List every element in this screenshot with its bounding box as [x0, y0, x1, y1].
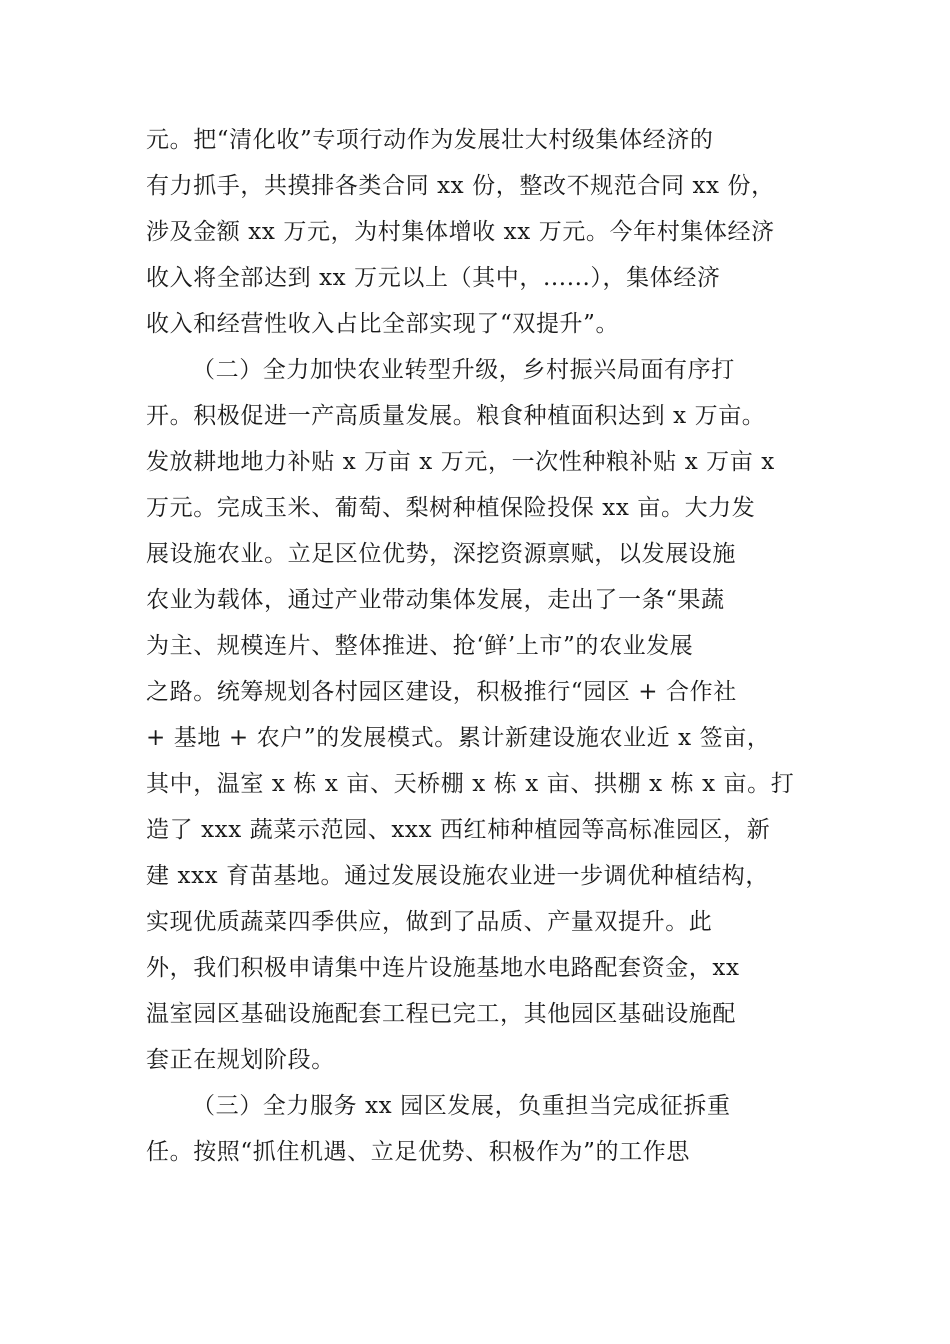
section-heading-2: （二）全力加快农业转型升级，乡村振兴局面有序打 — [192, 357, 735, 383]
text-line: 造了 xxx 蔬菜示范园、xxx 西红柿种植园等高标准园区，新 — [146, 817, 771, 843]
text-line: 涉及金额 xx 万元，为村集体增收 xx 万元。今年村集体经济 — [146, 219, 775, 245]
text-line: 收入将全部达到 xx 万元以上（其中，......），集体经济 — [146, 265, 721, 291]
text-line: 有力抓手，共摸排各类合同 xx 份，整改不规范合同 xx 份， — [146, 173, 775, 199]
text-line: 收入和经营性收入占比全部实现了“双提升”。 — [146, 311, 620, 337]
section-heading-3: （三）全力服务 xx 园区发展，负重担当完成征拆重 — [192, 1093, 731, 1119]
text-line: 为主、规模连片、整体推进、抢‘鲜’上市”的农业发展 — [146, 633, 694, 659]
text-line: 发放耕地地力补贴 x 万亩 x 万元，一次性种粮补贴 x 万亩 x — [146, 449, 775, 475]
text-line: 展设施农业。立足区位优势，深挖资源禀赋，以发展设施 — [146, 541, 736, 567]
text-line: 温室园区基础设施配套工程已完工，其他园区基础设施配 — [146, 1001, 736, 1027]
text-line: 之路。统筹规划各村园区建设，积极推行“园区 + 合作社 — [146, 679, 737, 705]
text-line: 万元。完成玉米、葡萄、梨树种植保险投保 xx 亩。大力发 — [146, 495, 756, 521]
text-line: 元。把“清化收”专项行动作为发展壮大村级集体经济的 — [146, 127, 714, 153]
text-line: 任。按照“抓住机遇、立足优势、积极作为”的工作思 — [146, 1139, 690, 1165]
text-line: 农业为载体，通过产业带动集体发展，走出了一条“果蔬 — [146, 587, 725, 613]
text-line: 套正在规划阶段。 — [146, 1047, 335, 1073]
text-line: 其中，温室 x 栋 x 亩、天桥棚 x 栋 x 亩、拱棚 x 栋 x 亩。打 — [146, 771, 795, 797]
text-line: 建 xxx 育苗基地。通过发展设施农业进一步调优种植结构， — [146, 863, 769, 889]
text-line: 实现优质蔬菜四季供应，做到了品质、产量双提升。此 — [146, 909, 713, 935]
text-line: 外，我们积极申请集中连片设施基地水电路配套资金，xx — [146, 955, 740, 981]
text-line: 开。积极促进一产高质量发展。粮食种植面积达到 x 万亩。 — [146, 403, 766, 429]
text-line: + 基地 + 农户”的发展模式。累计新建设施农业近 x 签亩， — [146, 725, 771, 751]
